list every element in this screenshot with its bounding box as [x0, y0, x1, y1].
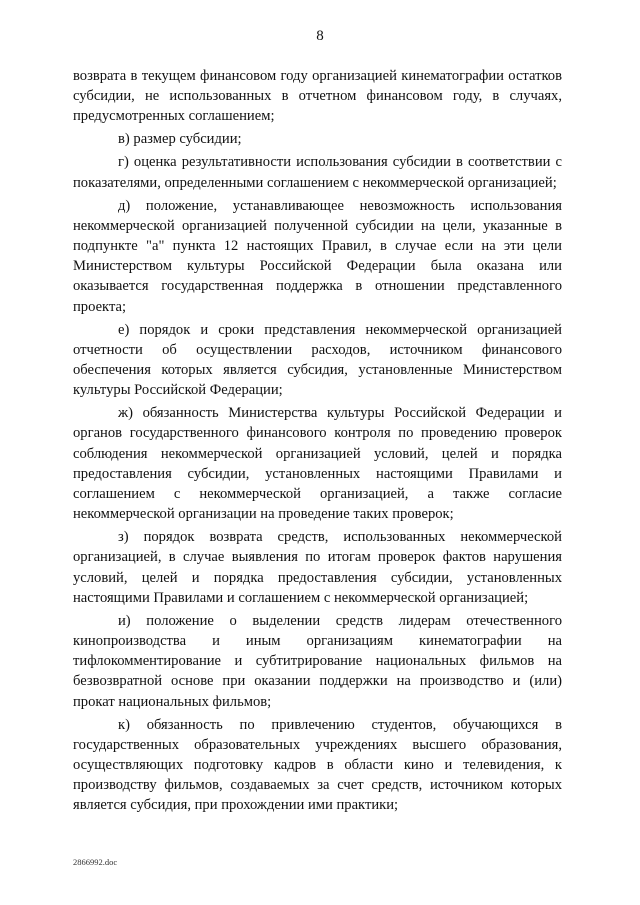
- paragraph-item-k: к) обязанность по привлечению студентов, обучающихся в государственных образовательных учреждениях высшего образования, осуществляющих подготовку кадров в области кино и телевидения, к производству фильмов, создаваемых за счет средств, источником которых является субсидия, при прохождении ими практики;: [73, 716, 562, 814]
- paragraph-continuation: возврата в текущем финансовом году организацией кинематографии остатков субсидии, не использованных в отчетном финансовом году, в случаях, предусмотренных соглашением;: [73, 68, 562, 125]
- paragraph-item-d: д) положение, устанавливающее невозможность использования некоммерческой организацией полученной субсидии на цели, указанные в подпункте "а" пункта 12 настоящих Правил, в случае если на эти цели Министерством культуры Российской Федерации была оказана или оказывается государственная поддержка в отношении представленного проекта;: [73, 197, 562, 315]
- paragraph-item-e: е) порядок и сроки представления некоммерческой организацией отчетности об осуществлении расходов, источником финансового обеспечения которых является субсидия, установленные Министерством культуры Российской Федерации;: [73, 321, 562, 399]
- paragraph-item-g: г) оценка результативности использования субсидии в соответствии с показателями, определенными соглашением с некоммерческой организацией;: [73, 154, 562, 191]
- document-filename: 2866992.doc: [73, 857, 118, 867]
- paragraph-item-z: з) порядок возврата средств, использованных некоммерческой организацией, в случае выявления по итогам проверок фактов нарушения условий, целей и порядка предоставления субсидии, установленных настоящими Правилами и соглашением с некоммерческой организацией;: [73, 529, 562, 606]
- paragraph-item-zh: ж) обязанность Министерства культуры Российской Федерации и органов государственного финансового контроля по проведению проверок соблюдения некоммерческой организацией условий, целей и порядка предоставления субсидии, установленных настоящими Правилами и соглашением с некоммерческой организацией, а также согласие некоммерческой организации на проведение таких проверок;: [73, 405, 562, 523]
- document-body: [73, 66, 562, 818]
- paragraph-item-v: в) размер субсидии;: [118, 131, 242, 148]
- paragraph-item-i: и) положение о выделении средств лидерам отечественного кинопроизводства и иным организациям кинематографии на тифлокомментирование и субтитрирование национальных фильмов на безвозвратной основе при оказании поддержки на производство и (или) прокат национальных фильмов;: [73, 612, 562, 710]
- page-number: 8: [316, 28, 324, 44]
